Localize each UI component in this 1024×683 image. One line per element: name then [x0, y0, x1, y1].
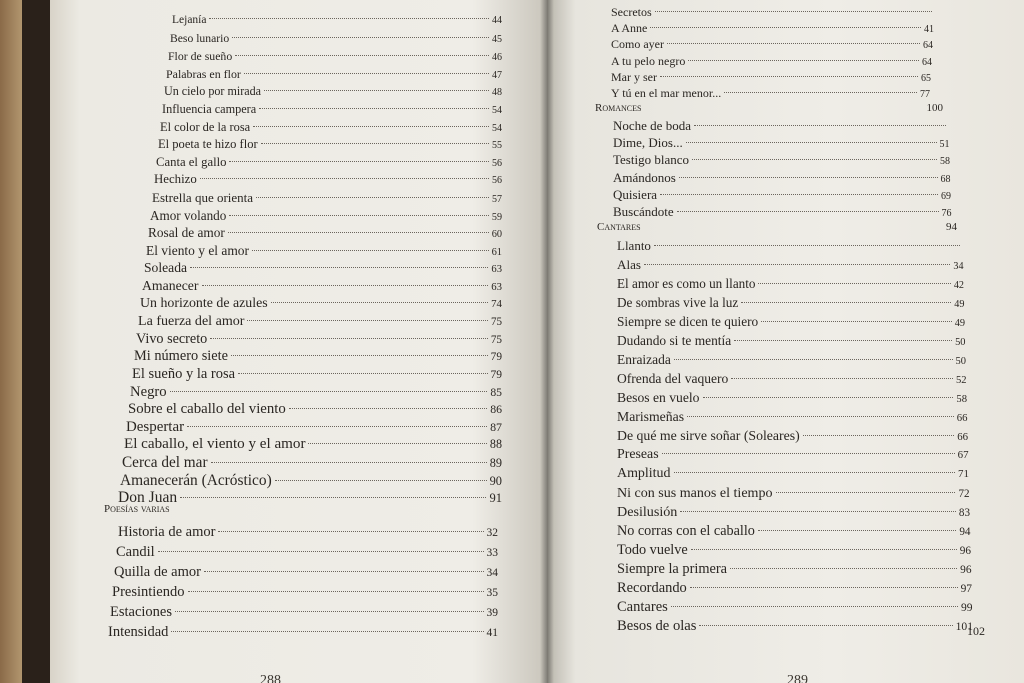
dot-leader	[247, 320, 487, 321]
dot-leader	[655, 11, 932, 12]
entry-title: Hechizo	[154, 172, 197, 187]
entry-title: Estaciones	[110, 604, 173, 620]
entry-title: Besos en vuelo	[617, 390, 700, 405]
toc-entry	[617, 466, 969, 482]
entry-title: Buscándote	[613, 204, 674, 219]
section-heading-romances	[595, 102, 943, 114]
entry-title: Todo vuelve	[617, 542, 688, 558]
entry-page-number: 44	[492, 15, 502, 26]
entry-title: Marismeñas	[617, 409, 685, 424]
dot-leader	[803, 435, 954, 436]
entry-page-number: 49	[954, 299, 965, 310]
entry-page-number: 41	[486, 627, 498, 639]
toc-entry	[611, 21, 934, 36]
dot-leader	[264, 90, 489, 91]
dot-leader	[667, 43, 920, 44]
heading-label: Cantares	[597, 221, 641, 233]
entry-page-number: 39	[486, 607, 498, 619]
entry-page-number: 54	[492, 105, 502, 116]
entry-page-number: 51	[939, 139, 950, 151]
entry-page-number: 76	[941, 208, 952, 219]
entry-title: Alas	[617, 257, 641, 272]
entry-title: No corras con el caballo	[617, 523, 755, 539]
entry-title: Amplitud	[617, 466, 671, 481]
entry-page-number: 64	[922, 56, 932, 68]
entry-page-number: 57	[492, 194, 502, 205]
entry-page-number: 72	[958, 488, 970, 500]
dot-leader	[275, 480, 487, 481]
entry-title: Desilusión	[617, 504, 678, 520]
toc-entry	[132, 366, 502, 383]
entry-title: Vivo secreto	[136, 330, 208, 347]
toc-entry	[170, 32, 502, 45]
toc-entry	[154, 172, 502, 187]
toc-entry	[164, 84, 502, 99]
dot-leader	[674, 472, 956, 473]
dot-leader	[218, 531, 483, 532]
dot-leader	[660, 76, 918, 77]
entry-page-number: 89	[489, 456, 502, 470]
dot-leader	[188, 591, 484, 592]
entry-title: La fuerza del amor	[138, 313, 245, 330]
entry-title: A Anne	[611, 21, 648, 36]
entry-page-number: 47	[492, 69, 502, 81]
entry-page-number: 87	[490, 419, 502, 434]
entry-title: Candil	[116, 544, 155, 560]
entry-title: Despertar	[126, 418, 185, 435]
dot-leader	[200, 178, 489, 179]
entry-page-number: 42	[953, 280, 964, 291]
entry-page-number: 68	[940, 173, 951, 185]
entry-page-number: 85	[490, 385, 502, 399]
toc-entry	[617, 238, 963, 254]
dot-leader	[758, 283, 950, 284]
dot-leader	[238, 373, 487, 374]
entry-title: Palabras en flor	[166, 66, 241, 81]
entry-title: Presintiendo	[112, 584, 185, 600]
toc-entry	[617, 314, 965, 330]
entry-title: Amándonos	[613, 169, 676, 185]
entry-title: Historia de amor	[118, 524, 216, 540]
entry-page-number: 41	[924, 24, 934, 36]
toc-entry	[617, 523, 971, 540]
dot-leader	[671, 606, 958, 607]
entry-page-number: 79	[490, 369, 502, 381]
dot-leader	[232, 37, 489, 38]
toc-entry	[122, 454, 502, 472]
dot-leader	[687, 416, 954, 417]
entry-title: Beso lunario	[170, 31, 230, 45]
dot-leader	[761, 321, 951, 322]
toc-entry	[617, 371, 967, 387]
toc-entry	[617, 618, 973, 635]
entry-page-number: 58	[940, 156, 950, 168]
dot-leader	[688, 60, 919, 61]
toc-entry	[134, 348, 502, 365]
entry-title: A tu pelo negro	[611, 53, 686, 68]
entry-title: Estrella que orienta	[152, 190, 254, 205]
entry-title: Dime, Dios...	[613, 135, 683, 151]
toc-entry	[116, 544, 498, 561]
entry-title: Lejanía	[172, 14, 207, 26]
left-toc	[50, 0, 547, 683]
toc-entry	[114, 564, 498, 581]
toc-entry	[160, 120, 502, 135]
entry-title: Cerca del mar	[122, 454, 208, 471]
entry-title: Como ayer	[611, 37, 664, 52]
heading-label: Romances	[595, 102, 642, 114]
entry-page-number: 33	[486, 547, 498, 559]
entry-page-number: 56	[492, 157, 502, 169]
entry-page-number: 91	[489, 491, 502, 506]
entry-page-number: 88	[489, 437, 502, 452]
dot-leader	[210, 338, 488, 339]
entry-page-number: 49	[954, 318, 965, 329]
toc-entry	[156, 155, 502, 170]
entry-title: Dudando si te mentía	[617, 333, 732, 348]
dot-leader	[699, 625, 952, 626]
dot-leader	[211, 462, 487, 463]
entry-title: El sueño y la rosa	[132, 366, 236, 382]
dot-leader	[308, 443, 486, 444]
entry-title: Preseas	[617, 447, 659, 462]
entry-page-number: 77	[920, 89, 930, 100]
entry-title: Un horizonte de azules	[140, 295, 268, 311]
entry-page-number: 60	[491, 229, 502, 241]
dot-leader	[724, 92, 917, 93]
toc-entry	[128, 401, 502, 418]
entry-title: El amor es como un llanto	[617, 276, 756, 291]
toc-entry	[152, 190, 502, 206]
entry-page-number: 71	[958, 468, 969, 480]
entry-page-number: 90	[489, 473, 502, 488]
dot-leader	[259, 108, 489, 109]
entry-page-number: 64	[923, 40, 933, 52]
entry-title: El poeta te hizo flor	[158, 137, 258, 152]
toc-entry	[611, 5, 935, 20]
entry-title: Sobre el caballo del viento	[128, 401, 286, 418]
dot-leader	[691, 549, 957, 550]
dot-leader	[674, 359, 953, 360]
entry-title: Noche de boda	[613, 118, 691, 133]
dot-leader	[679, 177, 938, 178]
entry-title: El caballo, el viento y el amor	[124, 436, 306, 453]
toc-entry	[617, 561, 972, 578]
entry-title: Un cielo por mirada	[164, 84, 262, 99]
toc-entry	[617, 599, 973, 616]
entry-page-number: 97	[960, 583, 972, 595]
entry-page-number: 75	[490, 316, 502, 329]
toc-entry	[162, 102, 502, 117]
toc-entry	[120, 472, 502, 490]
toc-entry	[168, 49, 502, 64]
toc-entry	[108, 624, 498, 641]
entry-page-number: 58	[956, 394, 967, 405]
entry-page-number: 79	[490, 351, 502, 364]
book-gutter	[540, 0, 554, 683]
toc-entry	[613, 135, 950, 151]
heading-page-number: 94	[946, 221, 957, 233]
entry-title: Amor volando	[150, 207, 227, 223]
toc-entry	[613, 118, 949, 134]
section-heading-cantares	[597, 221, 957, 233]
dot-leader	[190, 267, 488, 268]
entry-title: Mar y ser	[611, 69, 657, 84]
dot-leader	[261, 143, 489, 144]
toc-entry	[126, 419, 502, 436]
dot-leader	[187, 426, 487, 427]
dot-leader	[252, 250, 489, 251]
toc-entry	[130, 384, 502, 401]
toc-entry	[617, 352, 966, 368]
toc-entry	[146, 243, 502, 259]
toc-entry	[611, 37, 933, 52]
entry-title: Cantares	[617, 599, 668, 615]
entry-page-number: 50	[955, 337, 966, 348]
toc-entry	[144, 260, 502, 276]
toc-entry	[158, 137, 502, 152]
entry-title: Besos de olas	[617, 618, 697, 634]
dot-leader	[694, 125, 946, 126]
dot-leader	[229, 215, 489, 216]
dot-leader	[680, 511, 956, 512]
entry-page-number: 63	[491, 264, 502, 276]
dot-leader	[171, 631, 483, 632]
dot-leader	[776, 492, 956, 493]
entry-page-number: 69	[941, 190, 951, 202]
left-folio: 288	[260, 673, 281, 683]
entry-page-number: 66	[957, 431, 968, 443]
entry-title: Llanto	[617, 238, 651, 253]
section-heading-poesias-varias: Poesías varias	[104, 503, 170, 515]
dot-leader	[730, 568, 957, 569]
entry-page-number: 34	[953, 261, 964, 272]
right-folio: 289	[787, 673, 808, 683]
toc-entry	[142, 278, 502, 294]
toc-entry	[118, 524, 498, 541]
toc-entry	[617, 257, 964, 273]
dot-leader	[741, 302, 951, 303]
dot-leader	[703, 397, 954, 398]
toc-entry	[172, 14, 502, 26]
entry-title: Intensidad	[108, 624, 169, 640]
entry-title: El viento y el amor	[146, 242, 249, 258]
entry-title: Testigo blanco	[613, 152, 689, 168]
entry-title: Mi número siete	[134, 348, 229, 365]
entry-title: Influencia campera	[162, 102, 257, 116]
entry-title: Recordando	[617, 580, 687, 596]
toc-entry	[110, 604, 498, 621]
dot-leader	[271, 302, 488, 303]
entry-title: De qué me sirve soñar (Soleares)	[617, 428, 800, 443]
entry-page-number: 86	[490, 402, 502, 417]
entry-page-number: 94	[959, 526, 971, 538]
entry-page-number: 67	[957, 449, 969, 461]
toc-entry	[140, 296, 502, 312]
dot-leader	[758, 530, 956, 531]
entry-page-number: 96	[959, 545, 971, 557]
entry-title: Siempre la primera	[617, 561, 728, 577]
toc-entry	[617, 428, 968, 444]
entry-page-number: 32	[486, 527, 498, 539]
toc-entry	[617, 504, 970, 521]
toc-entry	[611, 86, 930, 101]
toc-entry	[613, 170, 951, 186]
right-page	[547, 0, 1024, 683]
dot-leader	[289, 408, 487, 409]
dot-leader	[158, 551, 484, 552]
dot-leader	[253, 126, 489, 127]
toc-entry	[611, 70, 931, 85]
entry-page-number: 56	[492, 175, 502, 187]
last-page-number: 102	[967, 624, 985, 638]
toc-entry	[150, 208, 502, 224]
dot-leader	[677, 211, 939, 212]
toc-entry	[148, 225, 502, 241]
entry-title: Enraizada	[617, 352, 671, 367]
dot-leader	[660, 194, 938, 195]
dot-leader	[256, 197, 489, 198]
left-page	[50, 0, 547, 683]
dot-leader	[662, 453, 955, 454]
entry-page-number: 75	[490, 333, 502, 346]
entry-title: Ni con sus manos el tiempo	[617, 485, 773, 501]
entry-page-number: 48	[492, 87, 502, 99]
entry-title: Negro	[130, 383, 167, 400]
entry-page-number: 59	[491, 211, 502, 223]
entry-page-number: 65	[921, 72, 931, 84]
right-toc	[547, 0, 1024, 683]
entry-page-number: 101	[955, 620, 973, 633]
dot-leader	[202, 285, 489, 286]
heading-page-number: 100	[926, 102, 943, 114]
entry-title: Soleada	[144, 260, 188, 276]
entry-page-number: 66	[956, 412, 968, 424]
entry-title: Canta el gallo	[156, 154, 227, 169]
entry-title: Y tú en el mar menor...	[611, 86, 722, 100]
dot-leader	[231, 355, 488, 356]
entry-page-number: 99	[960, 602, 973, 614]
toc-entry	[124, 436, 502, 453]
entry-page-number: 74	[491, 297, 502, 310]
dot-leader	[235, 55, 489, 56]
dot-leader	[180, 497, 486, 498]
entry-title: Flor de sueño	[168, 49, 233, 64]
entry-title: Amanecer	[142, 278, 199, 293]
entry-title: El color de la rosa	[160, 119, 251, 134]
dot-leader	[170, 391, 488, 392]
toc-entry	[613, 152, 950, 168]
dot-leader	[209, 18, 489, 19]
dot-leader	[175, 611, 483, 612]
toc-entry	[617, 485, 970, 502]
dot-leader	[654, 245, 960, 246]
toc-entry	[613, 204, 952, 220]
toc-entry	[611, 54, 932, 69]
entry-title: De sombras vive la luz	[617, 295, 739, 310]
toc-entry	[617, 295, 965, 311]
toc-entry	[617, 390, 967, 406]
entry-page-number: 34	[486, 567, 498, 579]
entry-page-number: 52	[955, 375, 967, 386]
entry-title: Rosal de amor	[148, 225, 225, 241]
dot-leader	[650, 27, 921, 28]
entry-page-number: 61	[491, 246, 502, 258]
toc-entry	[617, 542, 971, 559]
dot-leader	[731, 378, 953, 379]
toc-entry	[136, 331, 502, 348]
entry-title: Siempre se dicen te quiero	[617, 314, 759, 329]
dot-leader	[692, 159, 937, 160]
dot-leader	[734, 340, 952, 341]
entry-title: Quilla de amor	[114, 564, 201, 580]
entry-title: Don Juan	[118, 489, 178, 507]
entry-page-number: 35	[486, 587, 498, 599]
toc-entry	[166, 67, 502, 82]
toc-entry	[617, 447, 969, 463]
entry-page-number: 63	[491, 281, 502, 293]
toc-entry	[613, 187, 951, 203]
entry-page-number: 54	[492, 122, 502, 134]
entry-page-number: 96	[960, 564, 972, 576]
dot-leader	[244, 73, 489, 74]
dot-leader	[690, 587, 958, 588]
toc-entry	[617, 276, 964, 292]
entry-title: Ofrenda del vaquero	[617, 371, 729, 386]
dot-leader	[686, 142, 937, 143]
dot-leader	[229, 161, 489, 162]
entry-page-number: 45	[492, 33, 502, 45]
entry-page-number: 55	[492, 140, 502, 152]
toc-entry	[617, 333, 966, 349]
entry-page-number: 50	[955, 356, 966, 367]
toc-entry	[617, 409, 968, 425]
entry-page-number: 46	[492, 52, 502, 64]
dot-leader	[204, 571, 484, 572]
dot-leader	[644, 264, 950, 265]
toc-entry	[118, 489, 502, 507]
toc-entry	[112, 584, 498, 601]
entry-title: Secretos	[611, 5, 652, 19]
toc-entry	[617, 580, 972, 597]
toc-entry	[138, 313, 502, 330]
entry-page-number: 83	[958, 507, 970, 519]
entry-title: Quisiera	[613, 186, 658, 202]
dot-leader	[228, 232, 489, 233]
entry-title: Amanecerán (Acróstico)	[120, 471, 272, 489]
